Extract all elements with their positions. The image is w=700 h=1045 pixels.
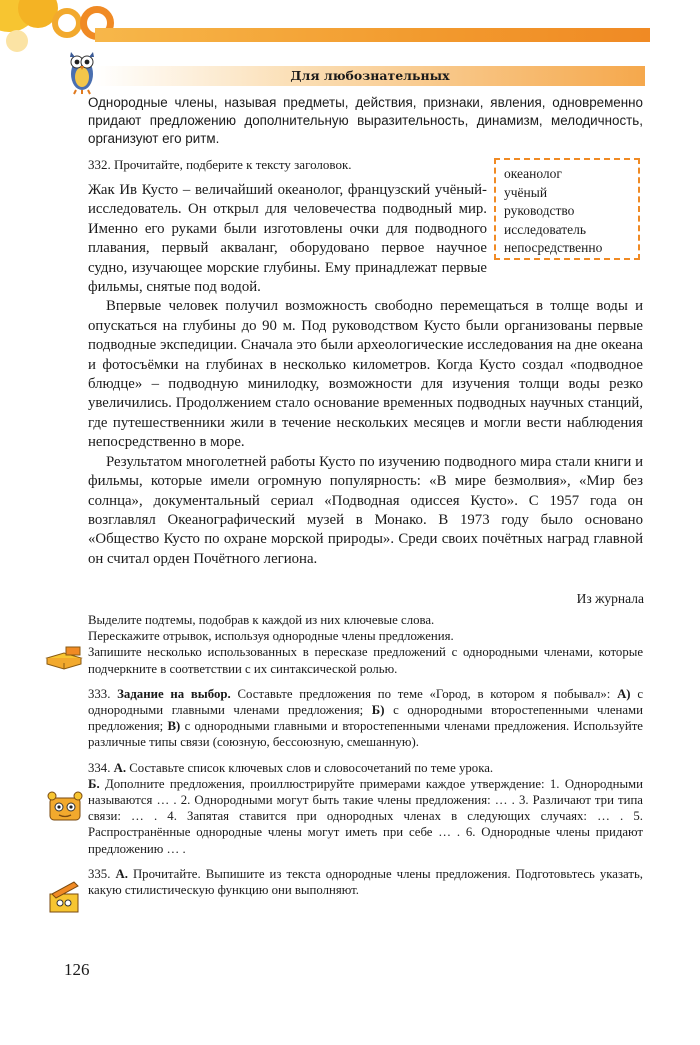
wordbox-spacer bbox=[487, 181, 643, 271]
paragraph: Результатом многолетней работы Кусто по изучению подводного мира стали книги и фильмы, которые имели огромную популярность: «В мире безмолвия», «Мир без солнца», документальный сериал «Подводная одиссея Кусто». С 1957 года он возглавлял Океанографический музей в Монако. В 1973 году было основано «Общество Кусто по охране морской природы». Среди своих почётных наград главной он считал орден Почётного легиона. bbox=[88, 453, 643, 567]
key-word: непосредственно bbox=[504, 240, 603, 255]
option-marker: В) bbox=[167, 719, 181, 734]
task-334-b bbox=[88, 776, 643, 857]
task-text: с однородными главными членами предложения; bbox=[88, 686, 644, 718]
spacer bbox=[88, 677, 643, 686]
task-text: Дополните предложения, проиллюстрируйте примерами каждое утверждение: 1. Однородными называются … . 2. Однородными могут быть такие члены предложения: … . 3. Различают три типа связи: … . 4. Запятая ставится при однородных членах в следующих случаях: … . 5. Распространённые однородные члены могут иметь при себе … . 6. Однородные члены придают предложению … . bbox=[88, 776, 643, 856]
task-text: с однородными второстепенными членами предложения; bbox=[88, 703, 643, 734]
key-word: океанолог bbox=[504, 166, 562, 181]
task-label: Задание на выбор. bbox=[117, 686, 231, 701]
spacer bbox=[88, 857, 643, 866]
notebook-icon bbox=[44, 644, 84, 674]
paragraph: Жак Ив Кусто – величайший океанолог, французский учёный-исследователь. Он открыл для человечества подводный мир. Именно его руками были изготовлены очки для подводного плавания, первый акваланг, оборудовано первое научное судно, изучающее морские глубины. Ему принадлежат первые фильмы, снятые под водой. bbox=[88, 182, 487, 296]
option-marker: Б. bbox=[88, 776, 100, 791]
option-marker: А. bbox=[113, 760, 127, 775]
task-text: Составьте предложения по теме «Город, в котором я побывал»: bbox=[237, 686, 618, 701]
task-332-title: 332. Прочитайте, подберите к тексту заголовок. bbox=[88, 157, 352, 172]
paragraph: Впервые человек получил возможность свободно перемещаться в толще воды и опускаться на глубины до 90 м. Под руководством Кусто были организованы первые подводные экспедиции. Сначала это были археологические исследования на дне океана и фотосъёмки на глубинах в несколько километров. Когда Кусто создал «подводное блюдце» – подводную минилодку, возможности для изучения толщи воды резко увеличились. Продолжением стало основание временных подводных научных станций, где путешественники жили в течение нескольких месяцев и могли вести наблюдения непосредственно в море. bbox=[88, 298, 643, 451]
task-333 bbox=[88, 686, 643, 751]
option-marker: А) bbox=[617, 686, 631, 701]
page-number: 126 bbox=[64, 960, 90, 979]
key-word: руководство bbox=[504, 203, 575, 218]
top-orange-bar bbox=[95, 28, 650, 42]
spacer bbox=[88, 751, 643, 760]
instruction: Выделите подтемы, подобрав к каждой из них ключевые слова. bbox=[88, 613, 435, 627]
decor-circle bbox=[52, 8, 82, 38]
task-334 bbox=[88, 760, 643, 776]
task-text: Прочитайте. Выпишите из текста однородные члены предложения. Подготовьтесь указать, какую стилистическую функцию они выполняют. bbox=[88, 866, 643, 898]
key-word: исследователь bbox=[504, 221, 587, 237]
tasks-block bbox=[88, 612, 643, 898]
task-number: 334. bbox=[88, 760, 111, 775]
task-335 bbox=[88, 866, 643, 898]
article-text bbox=[88, 181, 643, 569]
instruction: Перескажите отрывок, используя однородные члены предложения. bbox=[88, 629, 454, 644]
option-marker: А. bbox=[115, 866, 128, 881]
task-text: Составьте список ключевых слов и словосочетаний по теме урока. bbox=[126, 760, 494, 775]
option-marker: Б) bbox=[371, 703, 385, 718]
instruction: Запишите несколько использованных в пересказе предложений с однородными членами, которые подчеркните в соответствии с их синтаксической ролью. bbox=[88, 645, 643, 676]
section-heading: Для любознательных bbox=[95, 66, 645, 86]
decor-circle bbox=[6, 30, 28, 52]
intro-text: Однородные члены, называя предметы, действия, признаки, явления, одновременно придают предложению дополнительную выразительность, динамизм, мелодичность, организуют его ритм. bbox=[88, 95, 643, 146]
task-number: 335. bbox=[88, 866, 111, 881]
source-note: Из журнала bbox=[576, 591, 644, 606]
task-text: с однородными главными и второстепенными членами предложения. Используйте различные типы связи (союзную, бессоюзную, смешанную). bbox=[88, 719, 643, 750]
key-word: учёный bbox=[504, 184, 548, 200]
puzzle-icon bbox=[44, 790, 86, 826]
task-number: 333. bbox=[88, 686, 111, 701]
top-decoration bbox=[0, 0, 700, 60]
pencil-book-icon bbox=[44, 880, 84, 916]
